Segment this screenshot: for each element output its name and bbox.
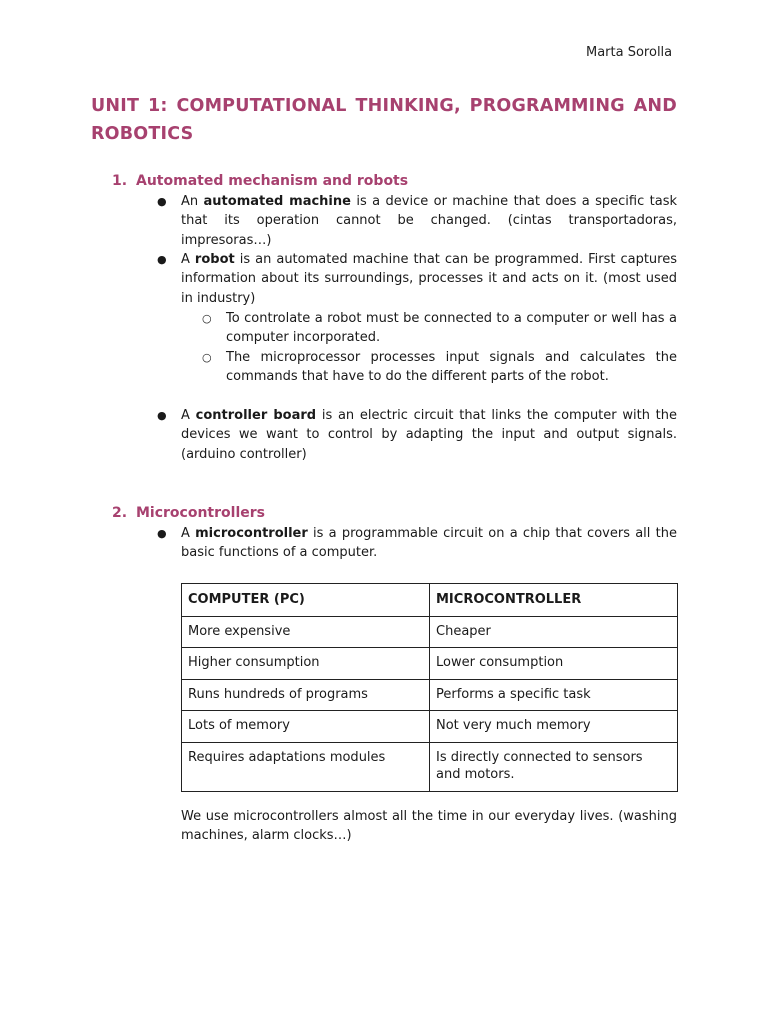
table-cell: More expensive [182, 616, 430, 648]
table-header-row [182, 584, 678, 617]
table-cell: Higher consumption [182, 648, 430, 680]
table-cell: Requires adaptations modules [182, 742, 430, 791]
subbullet-circle-icon: ○ [202, 312, 212, 325]
table-cell: Not very much memory [430, 711, 678, 743]
section-number: 2. [112, 505, 128, 521]
bullet-dot-icon: ● [157, 409, 167, 422]
bullet-controller-board: ● A controller board is an electric circuit that links the computer with the devices we want to control by adapting the input and output signals. (arduino controller) [157, 408, 678, 462]
term-automated-machine: automated machine [203, 194, 351, 209]
table-cell: Performs a specific task [430, 679, 678, 711]
section-heading-automated [112, 171, 408, 191]
section-title: Automated mechanism and robots [136, 173, 409, 189]
section-number: 1. [112, 173, 128, 189]
table-header-computer: COMPUTER (PC) [182, 584, 430, 617]
term-microcontroller: microcontroller [195, 526, 308, 541]
table-cell: Lower consumption [430, 648, 678, 680]
closing-paragraph: We use microcontrollers almost all the time in our everyday lives. (washing machines, alarm clocks…) [181, 809, 677, 844]
subbullet-circle-icon: ○ [202, 351, 212, 364]
bullet-dot-icon: ● [157, 195, 167, 208]
subbullet-microprocessor: ○ The microprocessor processes input signals and calculates the commands that have to do the different parts of the robot. [202, 350, 677, 385]
table-row [182, 742, 678, 791]
table-cell: Cheaper [430, 616, 678, 648]
author-name: Marta Sorolla [586, 45, 673, 60]
table-cell: Lots of memory [182, 711, 430, 743]
document-title: UNIT 1: COMPUTATIONAL THINKING, PROGRAMMING AND ROBOTICS [91, 96, 677, 144]
section-heading-microcontrollers [112, 503, 265, 523]
subbullet-controlate: ○ To controlate a robot must be connected to a computer or well has a computer incorporated. [202, 311, 677, 346]
bullet-dot-icon: ● [157, 527, 167, 540]
section-title: Microcontrollers [136, 505, 265, 521]
table-cell: Runs hundreds of programs [182, 679, 430, 711]
table-row [182, 679, 678, 711]
table-row [182, 711, 678, 743]
table-row [182, 648, 678, 680]
comparison-table [181, 583, 678, 792]
bullet-robot: ● A robot is an automated machine that can be programmed. First captures information about its surroundings, processes it and acts on it. (most used in industry) [157, 252, 677, 306]
table-header-microcontroller: MICROCONTROLLER [430, 584, 678, 617]
bullet-dot-icon: ● [157, 253, 167, 266]
table-cell: Is directly connected to sensors and motors. [430, 742, 678, 791]
bullet-microcontroller: ● A microcontroller is a programmable circuit on a chip that covers all the basic functions of a computer. [157, 526, 677, 561]
term-controller-board: controller board [195, 408, 317, 423]
bullet-automated-machine: ● An automated machine is a device or machine that does a specific task that its operation cannot be changed. (cintas transportadoras, impresoras…) [157, 194, 677, 248]
term-robot: robot [194, 252, 235, 267]
table-row [182, 616, 678, 648]
